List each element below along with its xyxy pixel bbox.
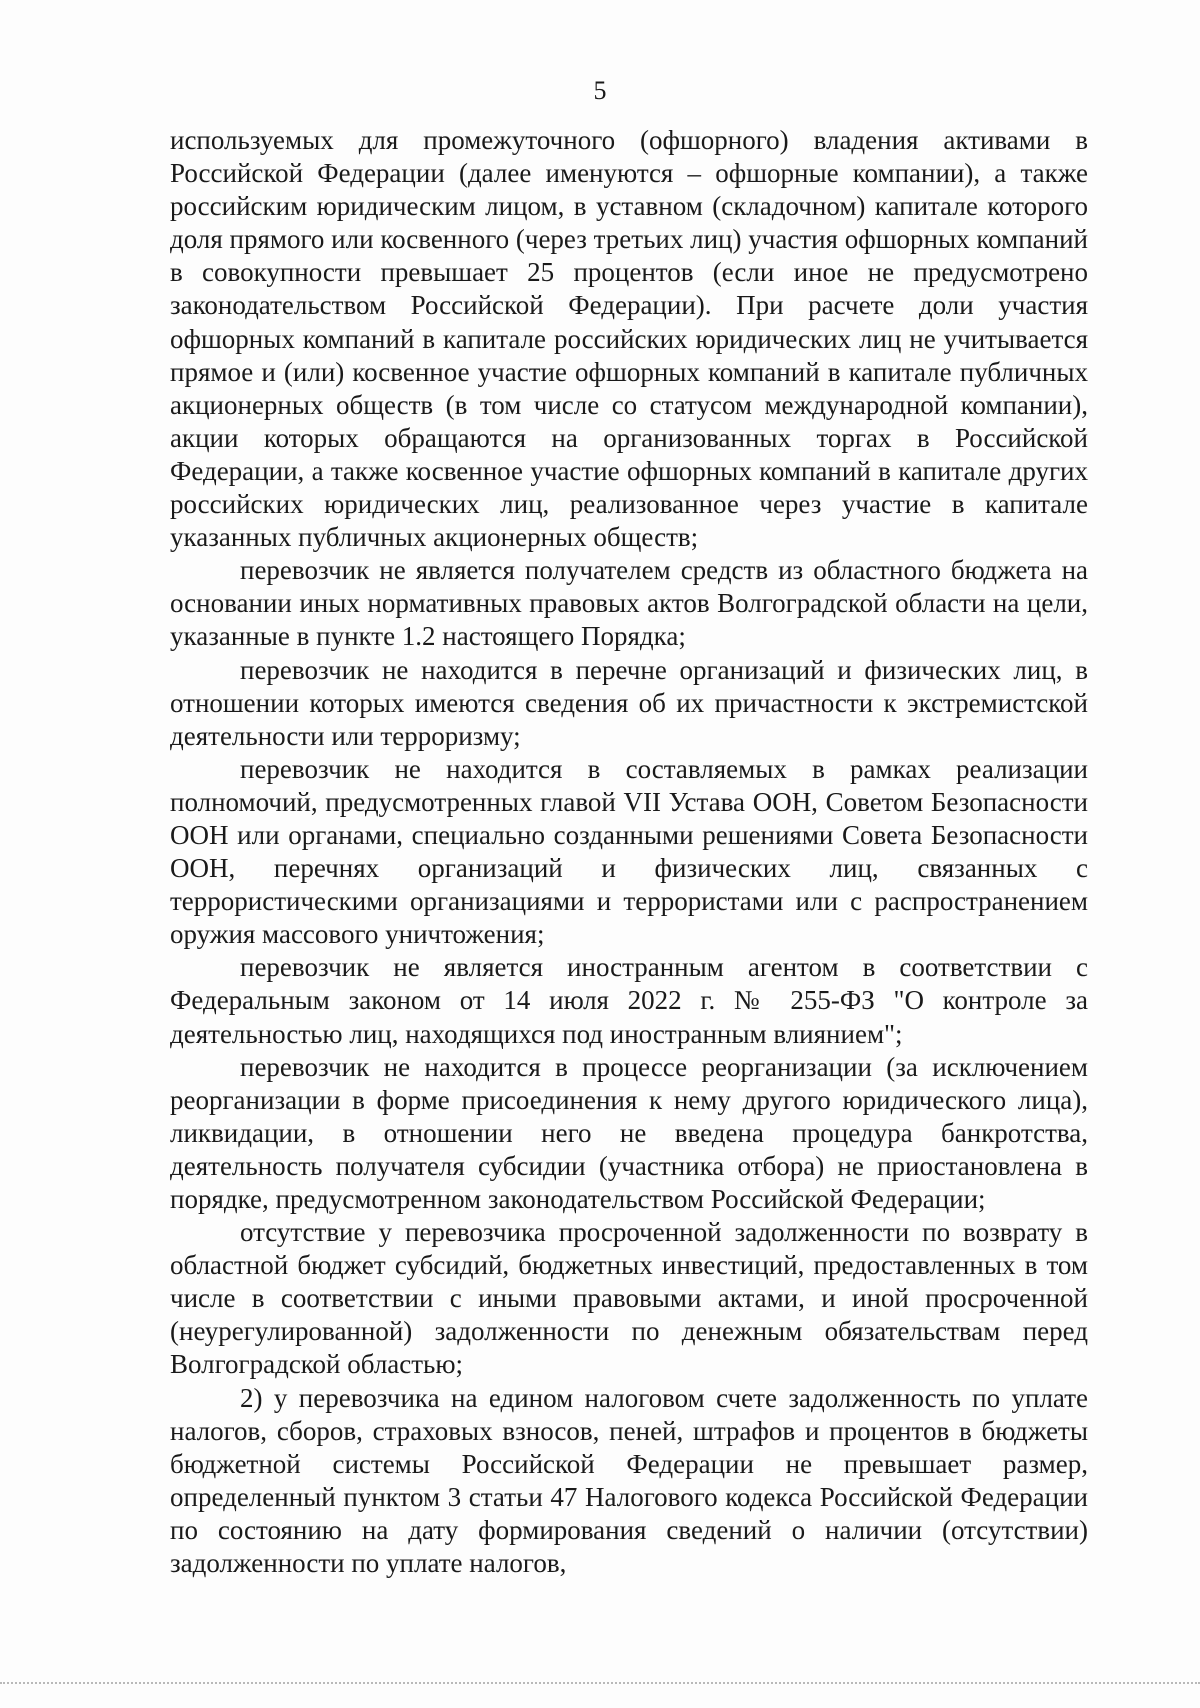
paragraph-continuation: используемых для промежуточного (офшорного) владения активами в Российской Федерации (далее именуются – офшорные компании), а также российским юридическим лицом, в уставном (складочном) капитале которого доля прямого или косвенного (через третьих лиц) участия офшорных компаний в совокупности превышает 25 процентов (если иное не предусмотрено законодательством Российской Федерации). При расчете доли участия офшорных компаний в капитале российских юридических лиц не учитывается прямое и (или) косвенное участие офшорных компаний в капитале публичных акционерных обществ (в том числе со статусом международной компании), акции которых обращаются на организованных торгах в Российской Федерации, а также косвенное участие офшорных компаний в капитале других российских юридических лиц, реализованное через участие в капитале указанных публичных акционерных обществ; [170,125,1088,553]
scan-edge-artifact [0,1682,1200,1684]
paragraph-extremism-list: перевозчик не находится в перечне организаций и физических лиц, в отношении которых имеются сведения об их причастности к экстремистской деятельности или терроризму; [170,654,1088,751]
document-body [170,124,1088,1580]
paragraph-foreign-agent: перевозчик не является иностранным агентом в соответствии с Федеральным законом от 14 июля 2022 г. № 255-ФЗ "О контроле за деятельностью лиц, находящихся под иностранным влиянием"; [170,952,1088,1049]
page-number: 5 [593,76,607,105]
paragraph-tax-account: 2) у перевозчика на едином налоговом счете задолженность по уплате налогов, сборов, страховых взносов, пеней, штрафов и процентов в бюджеты бюджетной системы Российской Федерации не превышает размер, определенный пунктом 3 статьи 47 Налогового кодекса Российской Федерации по состоянию на дату формирования сведений о наличии (отсутствии) задолженности по уплате налогов, [170,1382,1088,1579]
paragraph-budget-funds: перевозчик не является получателем средств из областного бюджета на основании иных нормативных правовых актов Волгоградской области на цели, указанные в пункте 1.2 настоящего Порядка; [170,555,1088,652]
paragraph-reorganization: перевозчик не находится в процессе реорганизации (за исключением реорганизации в форме присоединения к нему другого юридического лица), ликвидации, в отношении него не введена процедура банкротства, деятельность получателя субсидии (участника отбора) не приостановлена в порядке, предусмотренном законодательством Российской Федерации; [170,1051,1088,1214]
paragraph-un-lists: перевозчик не находится в составляемых в рамках реализации полномочий, предусмотренных главой VII Устава ООН, Советом Безопасности ООН или органами, специально созданными решениями Совета Безопасности ООН, перечнях организаций и физических лиц, связанных с террористическими организациями и террористами или с распространением оружия массового уничтожения; [170,753,1088,950]
paragraph-overdue-debt: отсутствие у перевозчика просроченной задолженности по возврату в областной бюджет субсидий, бюджетных инвестиций, предоставленных в том числе в соответствии с иными правовыми актами, и иной просроченной (неурегулированной) задолженности по денежным обязательствам перед Волгоградской областью; [170,1217,1088,1380]
